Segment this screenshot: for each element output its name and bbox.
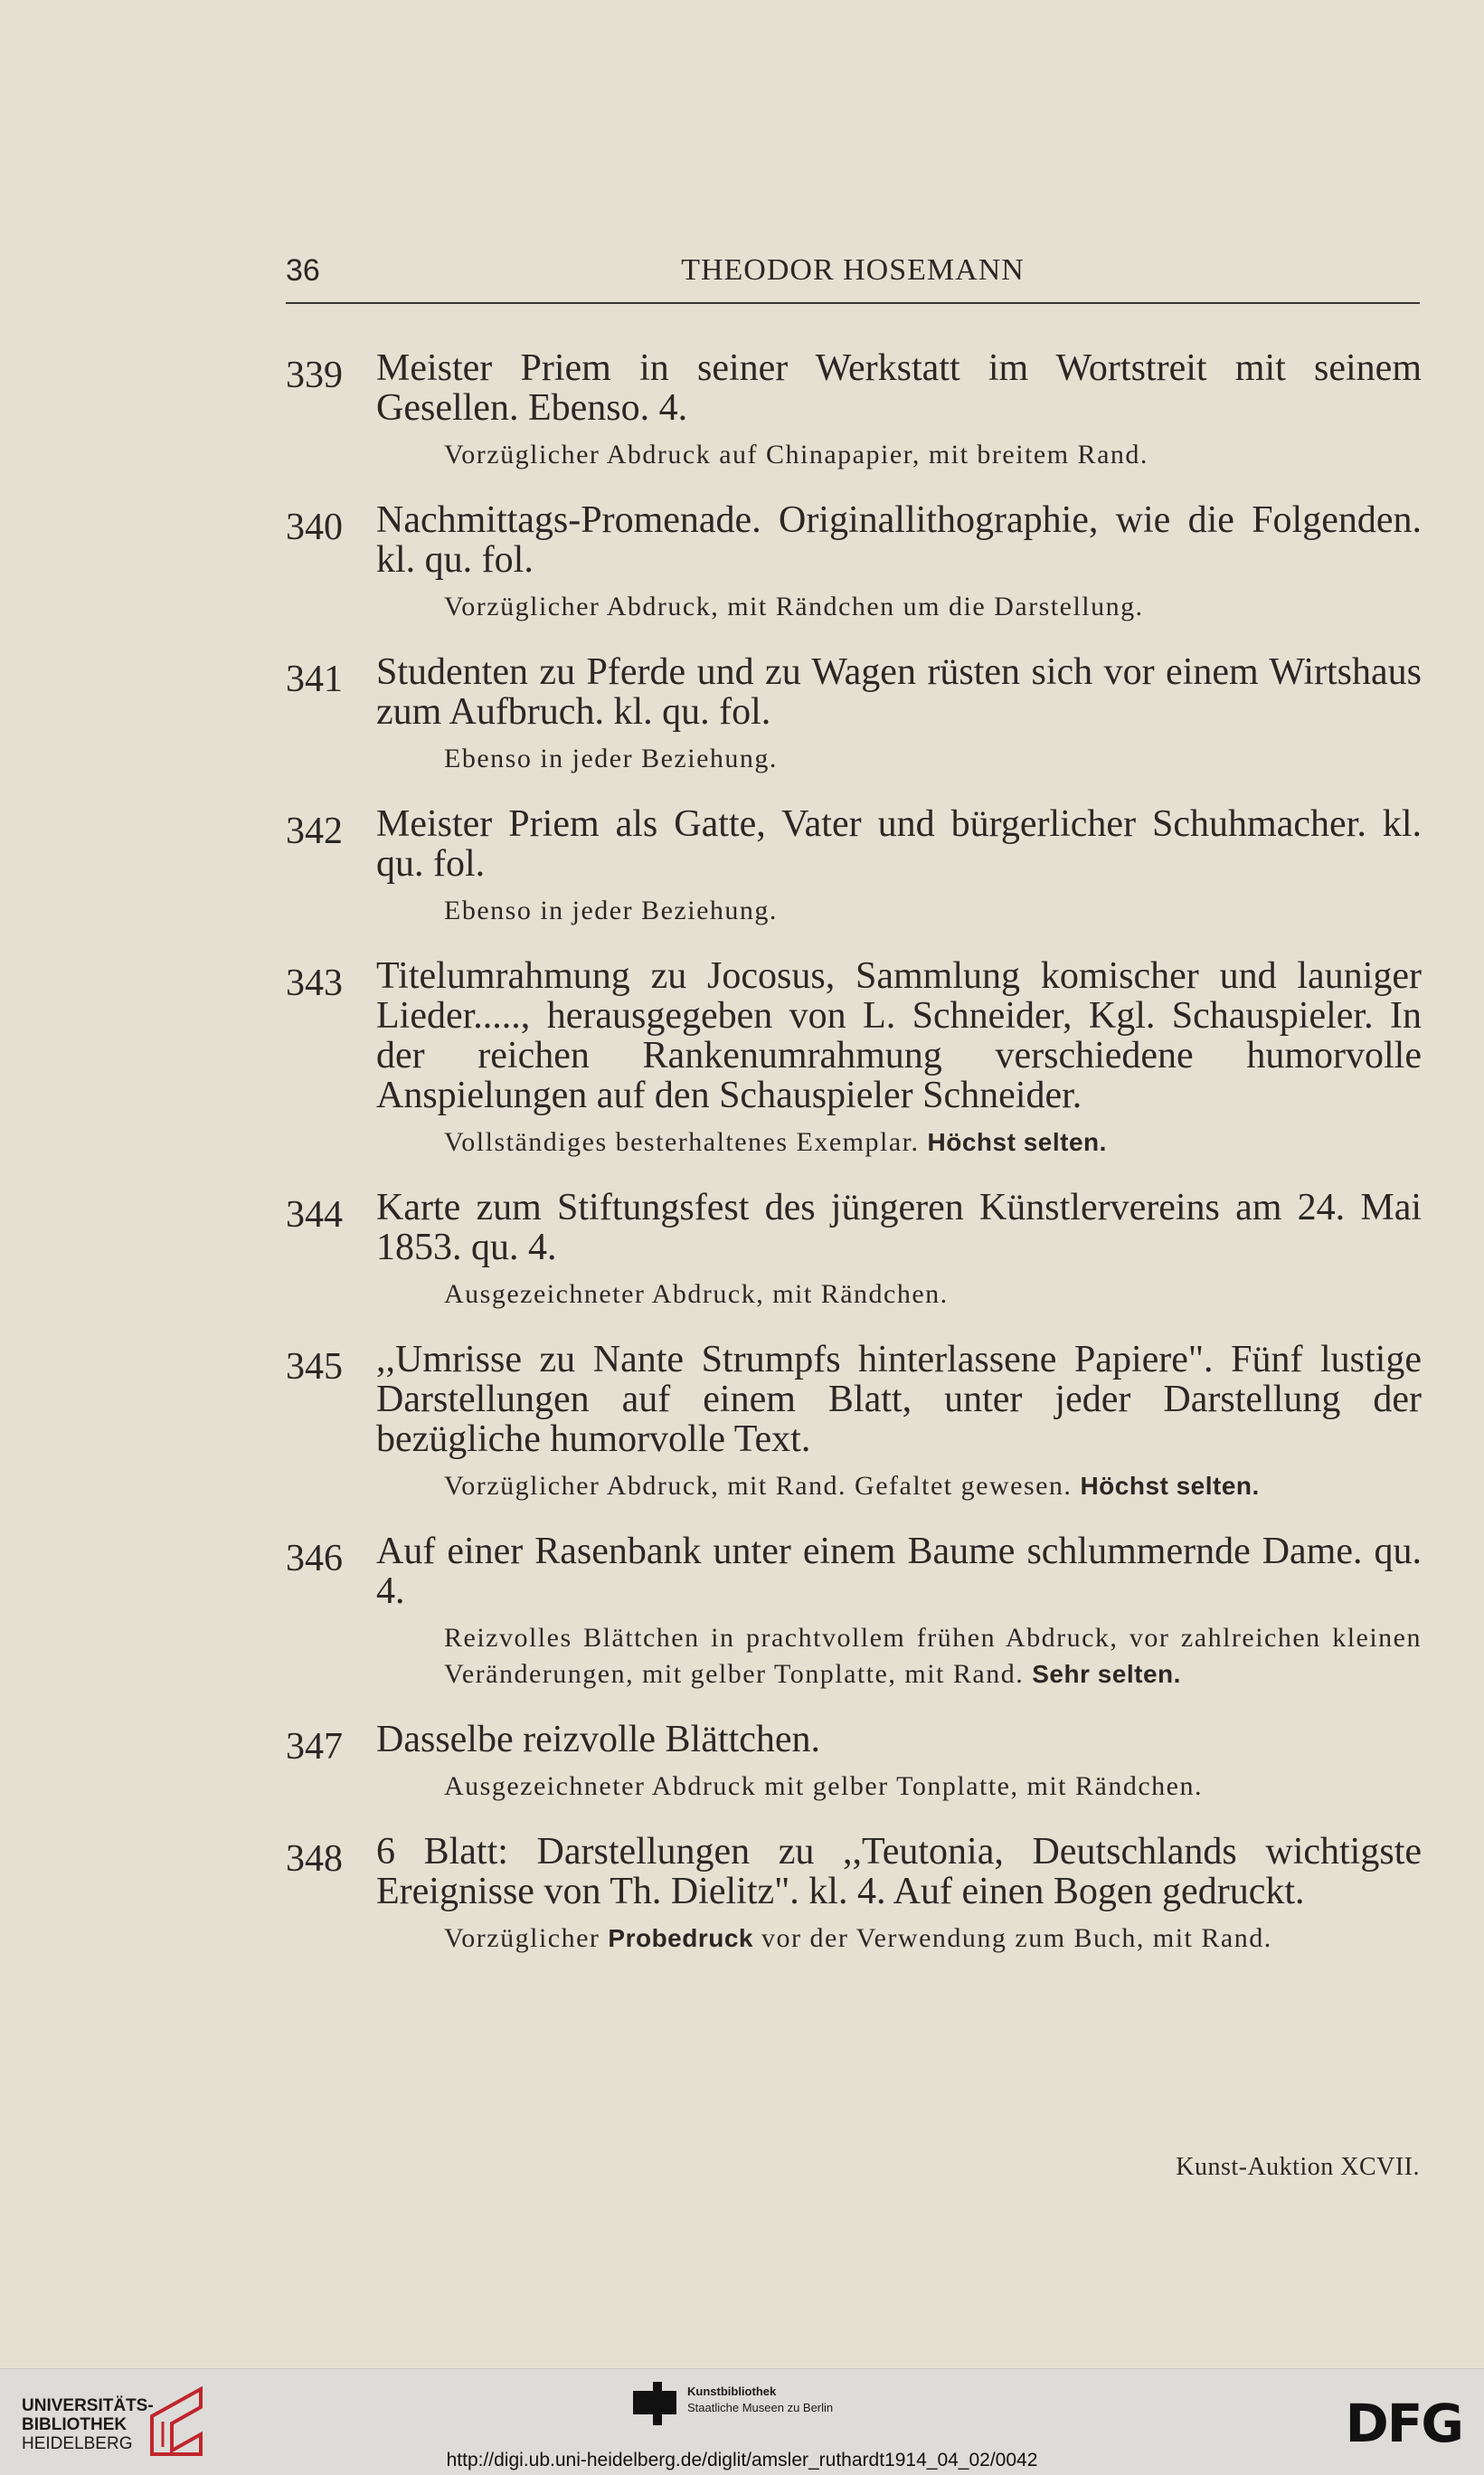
entry-note (444, 1124, 1422, 1161)
note-text: Vorzüglicher Abdruck, mit Rand. Gefaltet gewesen. (444, 1471, 1073, 1501)
catalog-entry (286, 1188, 1422, 1313)
entry-number: 348 (286, 1838, 343, 1880)
running-title: THEODOR HOSEMANN (681, 253, 1025, 287)
library-name-line: HEIDELBERG (22, 2434, 133, 2453)
catalog-entry (286, 956, 1422, 1161)
entry-number: 340 (286, 507, 343, 548)
kb-subtitle: Staatliche Museen zu Berlin (687, 2401, 834, 2414)
running-head (286, 253, 1420, 289)
catalog-entry (286, 804, 1422, 929)
note-text: Vorzüglicher Abdruck auf Chinapapier, mit breitem Rand. (444, 440, 1148, 469)
note-text: Reizvolles Blättchen in prachtvollem frühen Abdruck, vor zahlreichen kleinen Veränderungen, mit gelber Tonplatte, mit Rand. (444, 1623, 1422, 1689)
page-number: 36 (286, 253, 320, 288)
note-text-after: vor der Verwendung zum Buch, mit Rand. (761, 1923, 1272, 1953)
entry-title: Karte zum Stiftungsfest des jüngeren Künstlervereins am 24. Mai 1853. qu. 4. (376, 1187, 1422, 1268)
kb-title: Kunstbibliothek (687, 2385, 777, 2398)
library-name-line: UNIVERSITÄTS- (22, 2396, 154, 2415)
entry-number: 346 (286, 1538, 343, 1579)
dfg-logo[interactable]: DFG (1345, 2393, 1462, 2454)
entry-note (444, 437, 1422, 473)
entry-number: 347 (286, 1726, 343, 1768)
note-text: Ebenso in jeder Beziehung. (444, 744, 778, 773)
entry-note (444, 741, 1422, 777)
library-name-line: BIBLIOTHEK (22, 2415, 128, 2434)
entry-title: Meister Priem als Gatte, Vater und bürgerlicher Schuhmacher. kl. qu. fol. (376, 803, 1422, 885)
kunstbibliothek-label (687, 2384, 833, 2416)
note-text: Vorzüglicher (444, 1923, 600, 1953)
entry-title: ,,Umrisse zu Nante Strumpfs hinterlassene Papiere". Fünf lustige Darstellungen auf einem Blatt, unter jeder Darstellung der bezügliche humorvolle Text. (376, 1339, 1422, 1460)
catalog-entry (286, 1340, 1422, 1504)
permalink-url[interactable]: http://digi.ub.uni-heidelberg.de/diglit/amsler_ruthardt1914_04_02/0042 (446, 2450, 1038, 2470)
entry-title: 6 Blatt: Darstellungen zu ,,Teutonia, Deutschlands wichtigste Ereignisse von Th. Dielitz". kl. 4. Auf einen Bogen gedruckt. (376, 1831, 1422, 1912)
catalog-entry (286, 1832, 1422, 1957)
entry-note (444, 1769, 1422, 1805)
catalog-entry (286, 652, 1422, 777)
note-emphasis: Sehr selten. (1032, 1660, 1181, 1688)
library-name[interactable] (22, 2396, 154, 2453)
entry-title: Studenten zu Pferde und zu Wagen rüsten sich vor einem Wirtshaus zum Aufbruch. kl. qu. fol. (376, 651, 1422, 733)
entry-number: 341 (286, 659, 343, 700)
catalog-entry (286, 1720, 1422, 1805)
entry-number: 345 (286, 1346, 343, 1388)
catalog-entry (286, 1531, 1422, 1693)
catalog-entry (286, 348, 1422, 473)
entry-number: 342 (286, 811, 343, 852)
note-emphasis: Höchst selten. (927, 1128, 1107, 1156)
catalog-signature: Kunst-Auktion XCVII. (1176, 2153, 1420, 2181)
entry-note (444, 589, 1422, 625)
note-text: Vorzüglicher Abdruck, mit Rändchen um die Darstellung. (444, 592, 1144, 621)
note-emphasis: Höchst selten. (1080, 1472, 1260, 1500)
entry-note (444, 1620, 1422, 1693)
note-text: Ebenso in jeder Beziehung. (444, 896, 778, 925)
note-emphasis: Probedruck (608, 1924, 754, 1952)
entry-title: Dasselbe reizvolle Blättchen. (376, 1719, 820, 1760)
entry-note (444, 1468, 1422, 1504)
header-rule (286, 302, 1420, 304)
catalog-entries (286, 348, 1422, 1984)
entry-number: 344 (286, 1194, 343, 1236)
entry-note (444, 1276, 1422, 1313)
digitization-footer (0, 2368, 1484, 2475)
entry-number: 339 (286, 355, 343, 396)
note-text: Ausgezeichneter Abdruck, mit Rändchen. (444, 1279, 949, 1309)
entry-title: Meister Priem in seiner Werkstatt im Wortstreit mit seinem Gesellen. Ebenso. 4. (376, 347, 1422, 429)
catalog-entry (286, 500, 1422, 625)
entry-title: Nachmittags-Promenade. Originallithographie, wie die Folgenden. kl. qu. fol. (376, 499, 1422, 581)
kunstbibliothek-logo-icon[interactable] (633, 2382, 676, 2425)
note-text: Vollständiges besterhaltenes Exemplar. (444, 1127, 920, 1157)
entry-note (444, 1920, 1422, 1957)
entry-note (444, 893, 1422, 929)
entry-number: 343 (286, 962, 343, 1004)
entry-title: Auf einer Rasenbank unter einem Baume schlummernde Dame. qu. 4. (376, 1531, 1422, 1612)
note-text: Ausgezeichneter Abdruck mit gelber Tonplatte, mit Rändchen. (444, 1771, 1203, 1801)
entry-title: Titelumrahmung zu Jocosus, Sammlung komischer und launiger Lieder....., herausgegeben von L. Schneider, Kgl. Schauspieler. In der reichen Rankenumrahmung verschiedene humorvolle Anspielungen auf den Schauspieler Schneider. (376, 955, 1422, 1116)
